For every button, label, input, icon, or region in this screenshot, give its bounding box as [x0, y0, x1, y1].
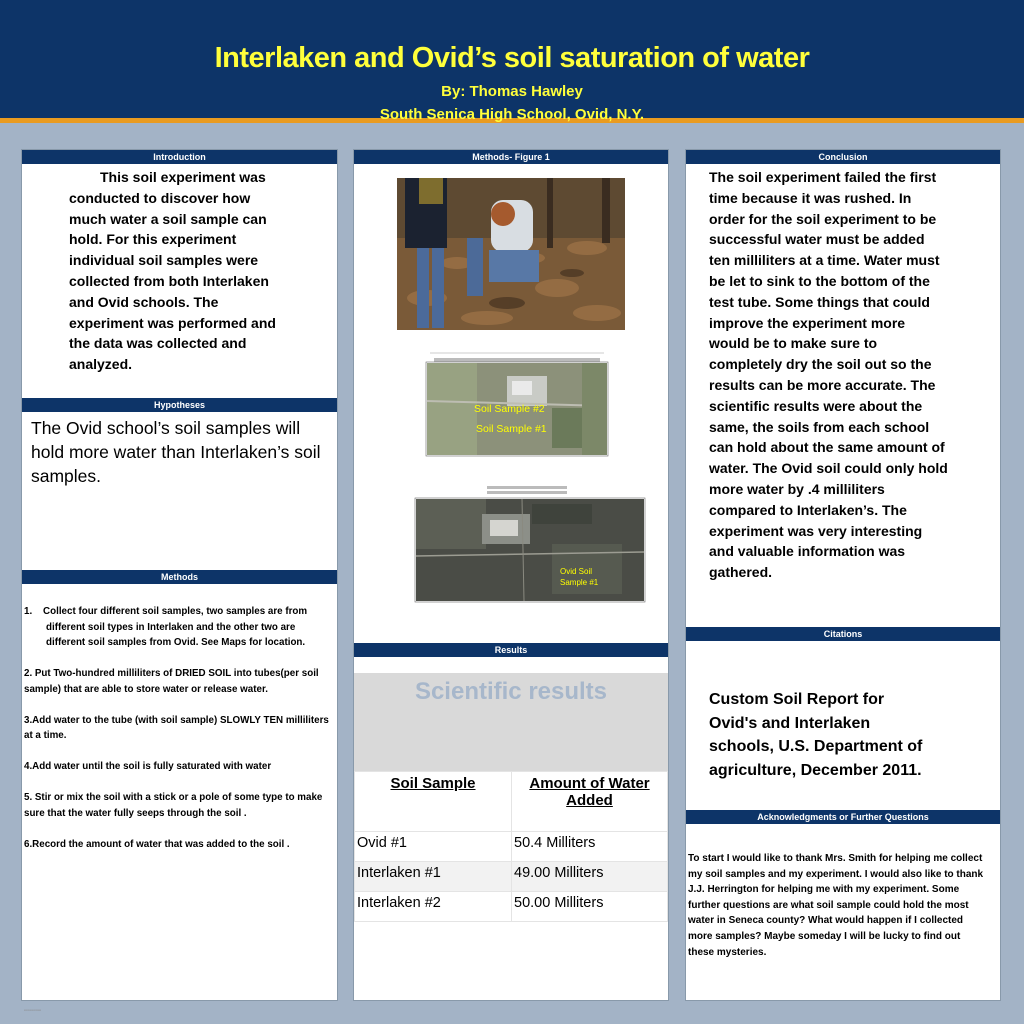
cell-amount: 49.00 Milliters: [512, 862, 668, 892]
method-step: 5. Stir or mix the soil with a stick or a pole of some type to make sure that the water fully seeps through the soil .: [24, 792, 323, 819]
introduction-heading: Introduction: [22, 150, 337, 164]
method-step: 4.Add water until the soil is fully saturated with water: [24, 761, 272, 772]
acknowledgments-text: To start I would like to thank Mrs. Smith for helping me collect my soil samples and my experiment. I would also like to thank J.J. Herrington for helping me with my experiment. Some further questions are what soil sample could hold the most water in Seneca county? What would happen if I collected more samples? Maybe someday I will be lucky to find out these mysteries.: [688, 853, 984, 958]
hypotheses-text: The Ovid school’s soil samples will hold more water than Interlaken’s soil samples.: [31, 418, 321, 486]
methods-list: [24, 604, 336, 868]
method-step: 1. Collect four different soil samples, two samples are from different soil types in Interlaken and the other two are different soil samples from Ovid. See Maps for location.: [24, 606, 308, 648]
table-row: [355, 832, 668, 862]
poster-header: [0, 0, 1024, 123]
map-label-ovid-1a: Ovid Soil: [560, 567, 593, 576]
introduction-text: This soil experiment was conducted to discover how much water a soil sample can hold. For this experiment individual soil samples were collected from both Interlaken and Ovid schools. The experiment was performed and the data was collected and analyzed.: [69, 169, 276, 373]
map-label-sample-1: Soil Sample #1: [476, 423, 547, 435]
column-header-water: Amount of Water Added: [512, 772, 668, 832]
table-row: [355, 862, 668, 892]
results-table: [354, 771, 668, 922]
cell-sample: Interlaken #1: [355, 862, 512, 892]
poster-title: Interlaken and Ovid’s soil saturation of water: [214, 42, 810, 74]
column-header-sample: Soil Sample: [355, 772, 512, 832]
conclusion-text: The soil experiment failed the first time because it was rushed. In order for the soil experiment to be successful water must be added ten milliliters at a time. Water must be let to sink to the bottom of the test tube. Some things that could improve the experiment more would be to make sure to completely dry the soil out so the results can be more accurate. The scientific results were about the same, the soils from each school can hold about the same amount of water. The Ovid soil could only hold more water by .4 milliliters compared to Interlaken’s. The experiment was very interesting and valuable information was gathered.: [709, 169, 948, 581]
cell-sample: Ovid #1: [355, 832, 512, 862]
footer-fine-print: ▪▪▪▪▪▪▪▪▪▪▪▪▪▪▪▪: [24, 1008, 42, 1012]
method-step: 3.Add water to the tube (with soil sample) SLOWLY TEN milliliters at a time.: [24, 714, 329, 741]
table-row: [355, 892, 668, 922]
field-photo: [397, 178, 625, 330]
table-header-row: [355, 772, 668, 832]
ovid-map: [412, 484, 648, 610]
citations-heading: Citations: [686, 627, 1000, 641]
field-photo-image: [397, 178, 625, 330]
method-step: 2. Put Two-hundred milliliters of DRIED SOIL into tubes(per soil sample) that are able to store water or release water.: [24, 668, 319, 695]
map-label-ovid-1b: Sample #1: [560, 578, 599, 587]
methods-heading: Methods: [22, 570, 337, 584]
conclusion-heading: Conclusion: [686, 150, 1000, 164]
citations-text: Custom Soil Report for Ovid's and Interlaken schools, U.S. Department of agriculture, December 2011.: [709, 691, 923, 779]
cell-amount: 50.4 Milliters: [512, 832, 668, 862]
cell-amount: 50.00 Milliters: [512, 892, 668, 922]
ovid-map-image: [412, 484, 648, 610]
figure-heading: Methods- Figure 1: [354, 150, 668, 164]
interlaken-map: [422, 346, 612, 464]
method-step: 6.Record the amount of water that was added to the soil .: [24, 838, 290, 850]
hypotheses-heading: Hypotheses: [22, 398, 337, 412]
map-label-sample-2: Soil Sample #2: [474, 403, 545, 415]
results-title: Scientific results: [414, 678, 608, 705]
author-line: By: Thomas Hawley: [441, 83, 583, 100]
school-line: South Senica High School, Ovid, N.Y.: [379, 106, 645, 123]
acknowledgments-heading: Acknowledgments or Further Questions: [686, 810, 1000, 824]
results-heading: Results: [354, 643, 668, 657]
cell-sample: Interlaken #2: [355, 892, 512, 922]
